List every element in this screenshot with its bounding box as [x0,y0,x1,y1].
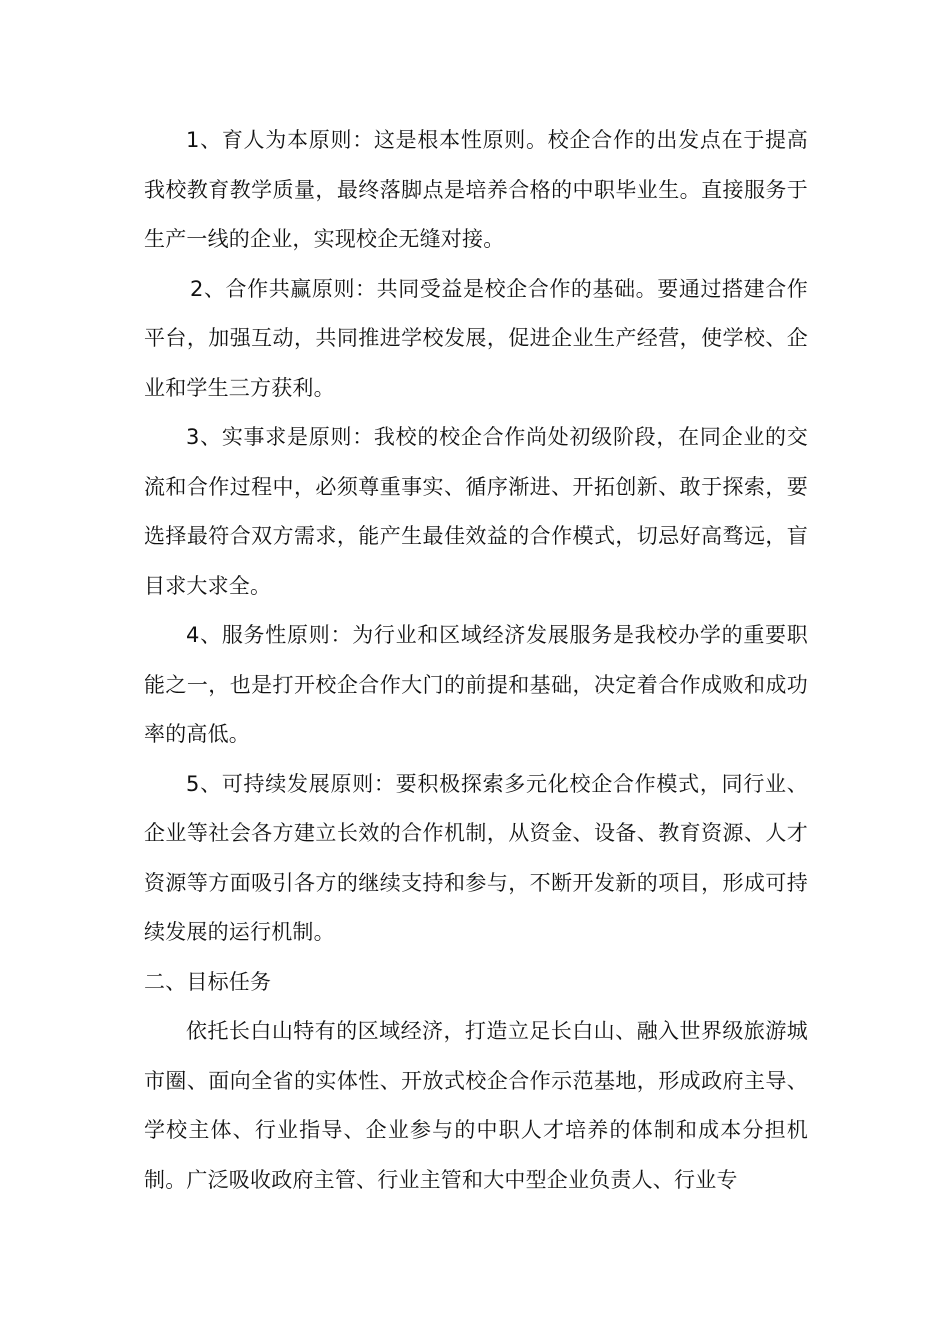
principle-paragraph-5: 5、可持续发展原则：要积极探索多元化校企合作模式，同行业、企业等社会各方建立长效的合作机制，从资金、设备、教育资源、人才资源等方面吸引各方的继续支持和参与，不断开发新的项目，形成可持续发展的运行机制。 [144,771,808,944]
principle-paragraph-4: 4、服务性原则：为行业和区域经济发展服务是我校办学的重要职能之一，也是打开校企合作大门的前提和基础，决定着合作成败和成功率的高低。 [144,623,808,746]
section-heading: 二、目标任务 [144,969,272,994]
document-body [144,116,808,1205]
principle-paragraph-3: 3、实事求是原则：我校的校企合作尚处初级阶段，在同企业的交流和合作过程中，必须尊重事实、循序渐进、开拓创新、敢于探索，要选择最符合双方需求，能产生最佳效益的合作模式，切忌好高骛远，盲目求大求全。 [144,425,808,598]
section-paragraph: 依托长白山特有的区域经济，打造立足长白山、融入世界级旅游城市圈、面向全省的实体性、开放式校企合作示范基地，形成政府主导、学校主体、行业指导、企业参与的中职人才培养的体制和成本分担机制。广泛吸收政府主管、行业主管和大中型企业负责人、行业专 [144,1019,808,1192]
principle-paragraph-1: 1、育人为本原则：这是根本性原则。校企合作的出发点在于提高我校教育教学质量，最终落脚点是培养合格的中职毕业生。直接服务于生产一线的企业，实现校企无缝对接。 [144,128,808,251]
principle-paragraph-2: 2、合作共赢原则：共同受益是校企合作的基础。要通过搭建合作平台，加强互动，共同推进学校发展，促进企业生产经营，使学校、企业和学生三方获利。 [144,276,808,400]
